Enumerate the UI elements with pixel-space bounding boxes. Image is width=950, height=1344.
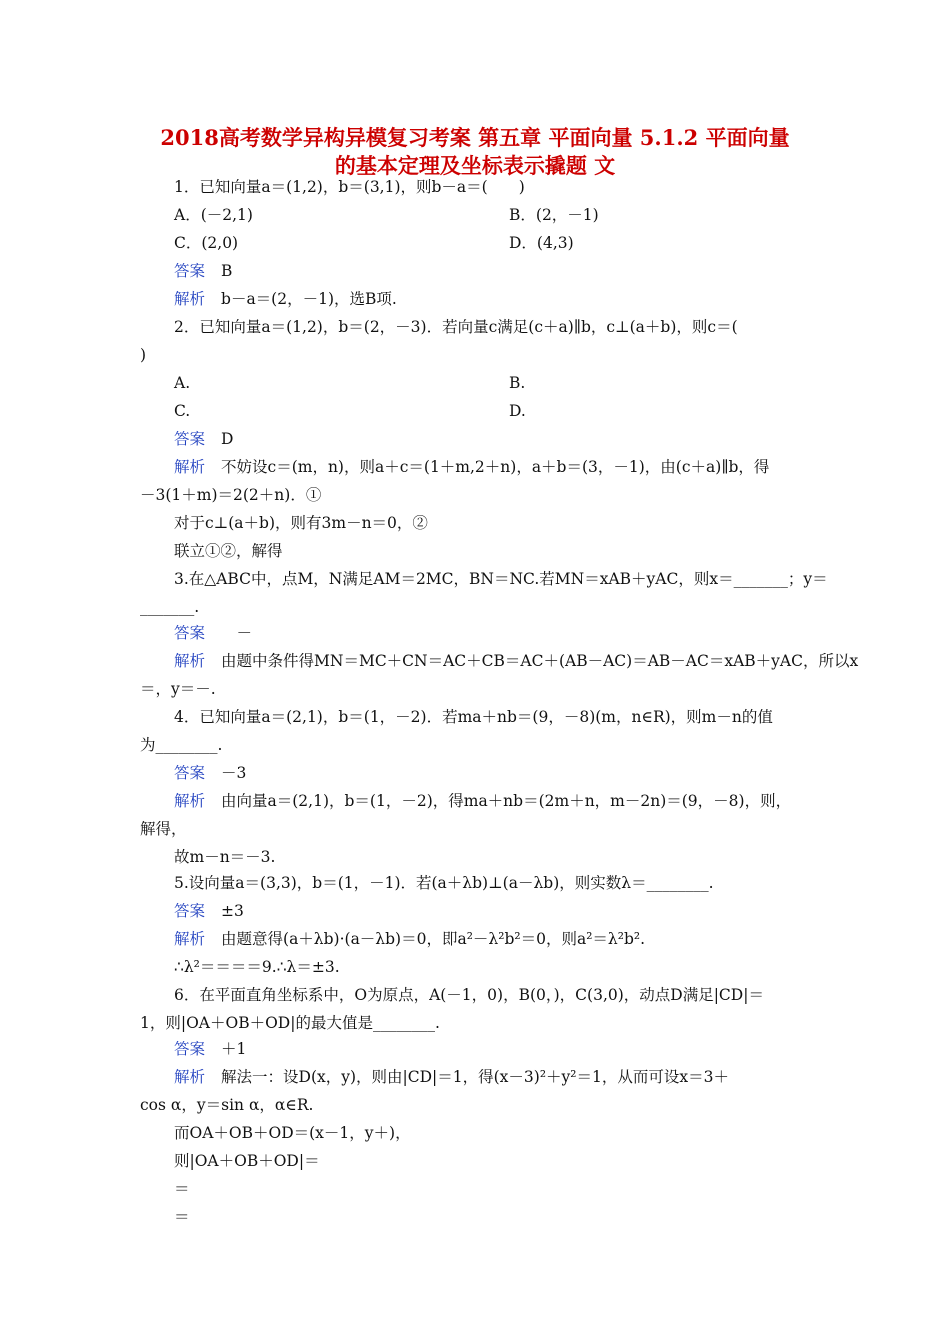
- answer-line: [174, 260, 232, 282]
- answer-label: 答案: [174, 902, 206, 920]
- answer-label: 答案: [174, 764, 206, 782]
- line-text: ＝: [174, 1208, 190, 1226]
- document-title-line-2: 的基本定理及坐标表示撬题 文: [334, 153, 616, 178]
- text-line: [174, 1122, 411, 1144]
- line-text: _______.: [140, 598, 200, 616]
- analysis-label: 解析: [174, 458, 206, 476]
- answer-line: [174, 900, 244, 922]
- answer-line: [174, 1038, 246, 1060]
- answer-line: [174, 622, 252, 644]
- analysis-label: 解析: [174, 652, 206, 670]
- text-line: [174, 176, 525, 198]
- line-text: ＋1: [221, 1040, 247, 1058]
- text-line: [140, 734, 222, 756]
- analysis-line: [174, 1066, 729, 1088]
- analysis-label: 解析: [174, 1068, 206, 1086]
- line-text: 5.设向量a＝(3,3)，b＝(1，－1)．若(a＋λb)⊥(a－λb)，则实数λ＝________.: [174, 874, 714, 892]
- line-text: 3.在△ABC中，点M，N满足AM＝2MC，BN＝NC.若MN＝xAB＋yAC，则x＝_______；y＝: [174, 570, 828, 588]
- text-line: [174, 204, 253, 226]
- line-text: ＝: [174, 1180, 190, 1198]
- text-line: [509, 400, 526, 422]
- text-line: [174, 984, 764, 1006]
- text-line: [509, 232, 574, 254]
- text-line: [174, 568, 828, 590]
- line-text: 故m－n＝－3.: [174, 848, 276, 866]
- text-line: [140, 818, 187, 840]
- document-title-line-1: 2018高考数学异构异模复习考案 第五章 平面向量 5.1.2 平面向量: [160, 125, 790, 150]
- line-text: 4．已知向量a＝(2,1)，b＝(1，－2)．若ma＋nb＝(9，－8)(m，n∈R)，则m－n的值: [174, 708, 773, 726]
- text-line: [174, 1178, 190, 1200]
- line-text: A．(－2,1): [174, 206, 253, 224]
- line-text: －3: [221, 764, 247, 782]
- line-text: 对于c⊥(a＋b)，则有3m－n＝0，②: [174, 514, 428, 532]
- line-text: B: [221, 262, 233, 280]
- answer-label: 答案: [174, 1040, 206, 1058]
- analysis-label: 解析: [174, 290, 206, 308]
- line-text: 则|OA＋OB＋OD|＝: [174, 1152, 320, 1170]
- answer-line: [174, 762, 246, 784]
- line-text: 1．已知向量a＝(1,2)，b＝(3,1)，则b－a＝( ): [174, 178, 525, 196]
- answer-label: 答案: [174, 262, 206, 280]
- text-line: [140, 484, 321, 506]
- line-text: －3(1＋m)＝2(2＋n)．①: [140, 486, 322, 504]
- text-line: [509, 204, 599, 226]
- line-text: ): [140, 346, 147, 364]
- line-text: 为________.: [140, 736, 223, 754]
- text-line: [174, 400, 190, 422]
- answer-line: [174, 428, 233, 450]
- analysis-line: [174, 288, 397, 310]
- text-line: [140, 344, 146, 366]
- line-text: A.: [174, 374, 191, 392]
- line-text: 解得，: [140, 820, 187, 838]
- line-text: B．(2，－1): [509, 206, 599, 224]
- line-text: 联立①②，解得: [174, 542, 283, 560]
- text-line: [174, 872, 714, 894]
- text-line: [140, 1094, 313, 1116]
- analysis-label: 解析: [174, 792, 206, 810]
- line-text: 而OA＋OB＋OD＝(x－1，y＋)，: [174, 1124, 411, 1142]
- line-text: ±3: [221, 902, 244, 920]
- line-text: C.: [174, 402, 191, 420]
- line-text: －: [221, 624, 253, 642]
- text-line: [140, 1012, 440, 1034]
- answer-label: 答案: [174, 430, 206, 448]
- line-text: 解法一：设D(x，y)，则由|CD|＝1，得(x－3)²＋y²＝1，从而可设x＝3＋: [221, 1068, 729, 1086]
- line-text: 1，则|OA＋OB＋OD|的最大值是________.: [140, 1014, 440, 1032]
- line-text: cos α，y＝sin α，α∈R.: [140, 1096, 314, 1114]
- line-text: D.: [509, 402, 526, 420]
- text-line: [174, 706, 773, 728]
- line-text: 由向量a＝(2,1)，b＝(1，－2)，得ma＋nb＝(2m＋n，m－2n)＝(9，－8)，则，: [221, 792, 792, 810]
- line-text: ∴λ²＝＝＝＝9.∴λ＝±3.: [174, 958, 340, 976]
- analysis-line: [174, 928, 645, 950]
- text-line: [174, 232, 238, 254]
- line-text: D．(4,3): [509, 234, 574, 252]
- text-line: [174, 956, 340, 978]
- line-text: 由题中条件得MN＝MC＋CN＝AC＋CB＝AC＋(AB－AC)＝AB－AC＝xAB＋yAC，所以x: [221, 652, 859, 670]
- text-line: [509, 372, 525, 394]
- text-line: [174, 316, 738, 338]
- text-line: [174, 846, 275, 868]
- line-text: ＝，y＝－.: [140, 680, 216, 698]
- text-line: [174, 1150, 320, 1172]
- line-text: C．(2,0): [174, 234, 239, 252]
- text-line: [140, 678, 216, 700]
- line-text: b－a＝(2，－1)，选B项.: [221, 290, 397, 308]
- analysis-line: [174, 456, 769, 478]
- analysis-line: [174, 790, 791, 812]
- text-line: [174, 372, 190, 394]
- line-text: 6．在平面直角坐标系中，O为原点，A(－1，0)，B(0，)，C(3,0)，动点D满足|CD|＝: [174, 986, 764, 1004]
- answer-label: 答案: [174, 624, 206, 642]
- analysis-label: 解析: [174, 930, 206, 948]
- text-line: [174, 512, 428, 534]
- text-line: [174, 1206, 190, 1228]
- line-text: B.: [509, 374, 526, 392]
- text-line: [140, 596, 199, 618]
- text-line: [174, 540, 283, 562]
- line-text: 由题意得(a＋λb)·(a－λb)＝0，即a²－λ²b²＝0，则a²＝λ²b².: [221, 930, 646, 948]
- line-text: D: [221, 430, 234, 448]
- line-text: 不妨设c＝(m，n)，则a＋c＝(1＋m,2＋n)，a＋b＝(3，－1)，由(c＋a)∥b，得: [221, 458, 770, 476]
- line-text: 2．已知向量a＝(1,2)，b＝(2，－3)．若向量c满足(c＋a)∥b，c⊥(a＋b)，则c＝(: [174, 318, 738, 336]
- analysis-line: [174, 650, 858, 672]
